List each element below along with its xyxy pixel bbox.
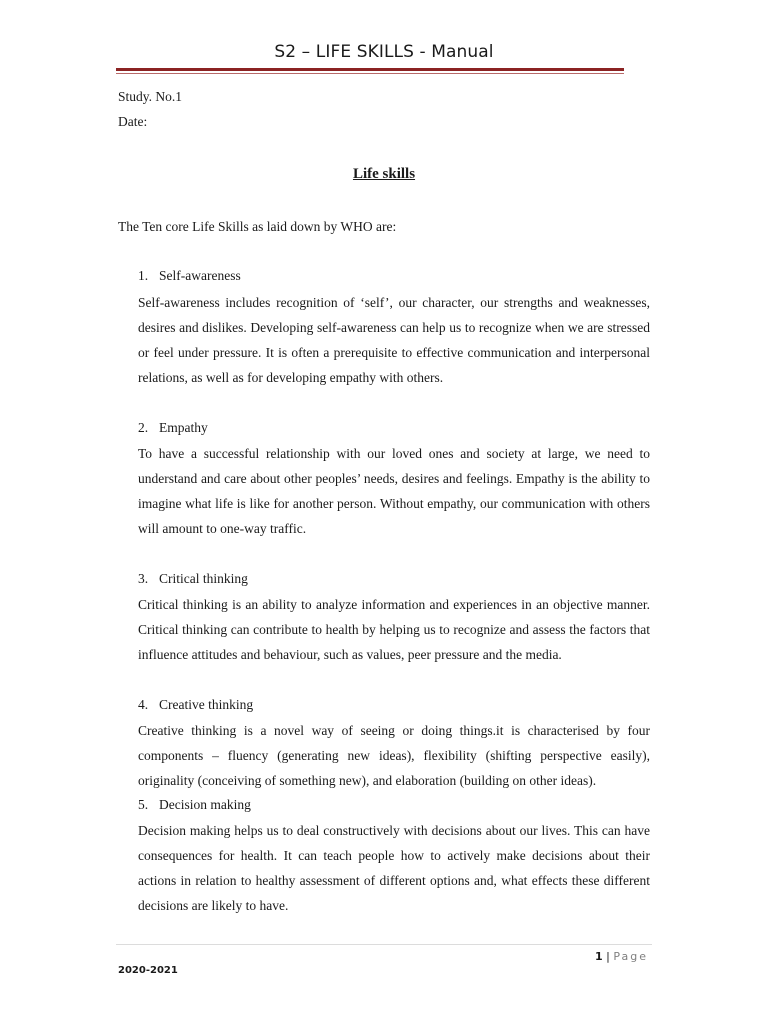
item-title-creative-thinking	[138, 697, 253, 713]
item-title-text: Creative thinking	[159, 697, 254, 712]
item-number: 1.	[138, 268, 149, 283]
page-label: Page	[613, 950, 648, 963]
date-label: Date:	[118, 114, 148, 129]
page-number	[595, 950, 648, 963]
item-title-text: Critical thinking	[159, 571, 248, 586]
document-heading: Life skills	[352, 166, 416, 182]
item-title-text: Self-awareness	[159, 268, 241, 283]
item-number: 5.	[138, 797, 149, 812]
study-number: Study. No.1	[118, 89, 183, 104]
item-title-self-awareness	[138, 268, 241, 284]
item-number: 4.	[138, 697, 149, 712]
item-title-text: Empathy	[159, 420, 208, 435]
item-number: 2.	[138, 420, 149, 435]
item-title-text: Decision making	[159, 797, 251, 812]
header-rule	[116, 68, 624, 71]
footer-year: 2020-2021	[118, 965, 178, 976]
page-separator: |	[606, 950, 610, 963]
item-title-decision-making	[138, 797, 251, 813]
item-text-empathy: To have a successful relationship with our loved ones and society at large, we need to understand and care about other peoples’ needs, desires and feelings. Empathy is the ability to imagine what life is like for another person. Without empathy, our communication with others will amount to one-way traffic.	[138, 446, 650, 537]
item-text-critical-thinking: Critical thinking is an ability to analyze information and experiences in an objective manner. Critical thinking can contribute to health by helping us to recognize and assess the factors that influence attitudes and behaviour, such as values, peer pressure and the media.	[138, 597, 650, 663]
item-number: 3.	[138, 571, 149, 586]
item-text-decision-making: Decision making helps us to deal constructively with decisions about our lives. This can have consequences for health. It can teach people how to actively make decisions about their actions in relation to healthy assessment of different options and, what effects these different decisions are likely to have.	[138, 823, 650, 914]
footer-rule	[116, 944, 652, 945]
header-rule-thin	[116, 73, 624, 74]
item-title-empathy	[138, 420, 208, 436]
item-text-creative-thinking: Creative thinking is a novel way of seeing or doing things.it is characterised by four components – fluency (generating new ideas), flexibility (shifting perspective easily), originality (conceiving of something new), and elaboration (building on other ideas).	[138, 723, 650, 789]
page-number-value: 1	[594, 950, 603, 963]
intro-text: The Ten core Life Skills as laid down by WHO are:	[118, 219, 397, 234]
item-text-self-awareness: Self-awareness includes recognition of ‘self’, our character, our strengths and weaknesses, desires and dislikes. Developing self-awareness can help us to recognize when we are stressed or feel under pressure. It is often a prerequisite to effective communication and interpersonal relations, as well as for developing empathy with others.	[138, 295, 650, 386]
header-title: S2 – LIFE SKILLS - Manual	[274, 42, 494, 62]
item-title-critical-thinking	[138, 571, 248, 587]
